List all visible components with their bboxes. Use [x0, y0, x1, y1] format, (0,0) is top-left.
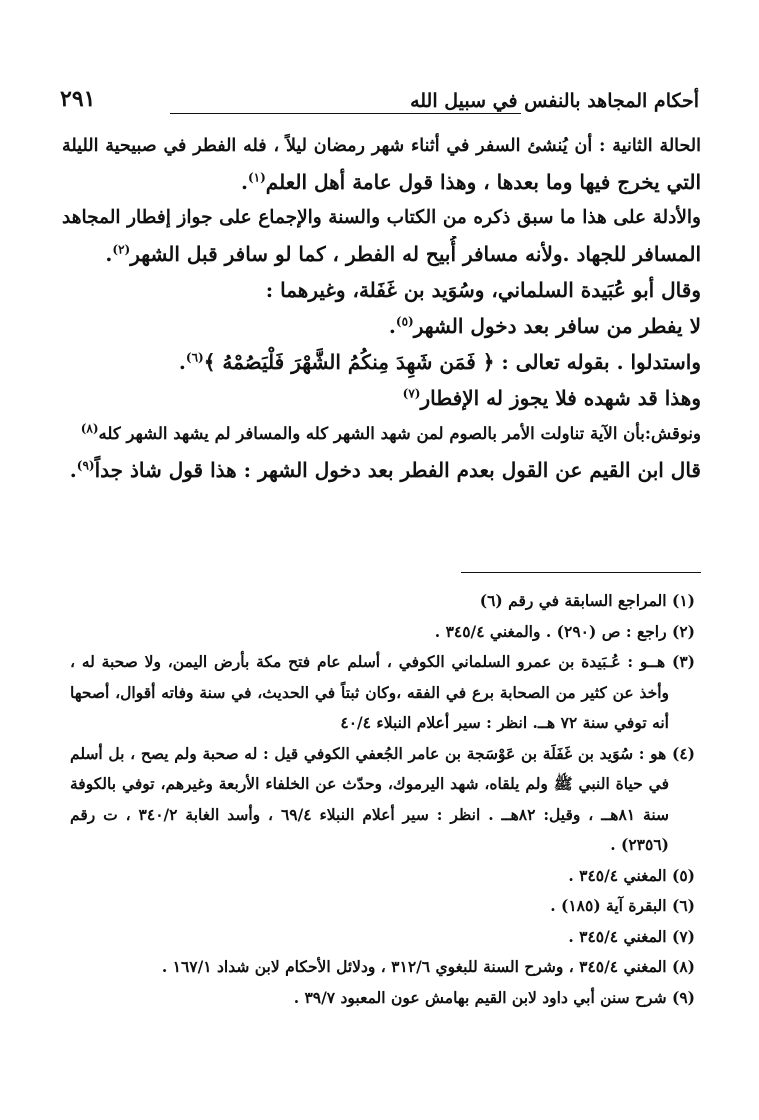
footnote-ref: (٥): [395, 314, 414, 329]
footnote-ref: (١): [247, 170, 266, 185]
body-line: التي يخرج فيها وما بعدها ، وهذا قول عامة أهل العلم$^{(١)}$.: [240, 170, 701, 194]
body-line: والأدلة على هذا ما سبق ذكره من الكتاب والسنة والإجماع على جواز إفطار المجاهد: [62, 207, 701, 228]
footnote-line: (٩) شرح سنن أبي داود لابن القيم بهامش عون المعبود ٣٩/٧ .: [293, 987, 695, 1007]
footnote-line: (٨) المغني ٣٤٥/٤ ، وشرح السنة للبغوي ٣١٢/٦ ، ودلائل الأحكام لابن شداد ١٦٧/١ .: [161, 957, 695, 976]
footnote-ref: (٨): [80, 421, 99, 436]
main-text: [62, 128, 701, 488]
footnote-ref: (٧): [402, 386, 421, 401]
footnote-line: (١) المراجع السابقة في رقم (٦): [479, 591, 695, 610]
footnote-ref: (٦): [185, 350, 204, 365]
page-number: ٢٩١: [60, 86, 96, 112]
footnote-line: (٥) المغني ٣٤٥/٤ .: [568, 865, 695, 885]
body-line: وهذا قد شهده فلا يجوز له الإفطار$^{(٧)}$: [402, 386, 701, 410]
body-line: قال ابن القيم عن القول بعدم الفطر بعد دخول الشهر : هذا قول شاذ جداً$^{(٩)}$.: [69, 458, 701, 482]
footnote-line: (٤) هو : سُوَيد بن غَفَلَة بن عَوْسَجة بن عامر الجُعفي الكوفي قيل : له صحبة ولم يصح ، بل أسلم: [70, 743, 695, 763]
body-line: المسافر للجهاد .ولأنه مسافر أُبيح له الفطر ، كما لو سافر قبل الشهر$^{(٢)}$.: [105, 242, 701, 266]
page-header: [60, 86, 699, 122]
footnote-separator: [461, 572, 701, 573]
footnotes: [70, 586, 695, 1013]
footnote-line: (٣) هــو : عُـبَيدة بن عمرو السلماني الكوفي ، أسلم عام فتح مكة بأرض اليمن، ولا صحبة له ،: [70, 652, 695, 671]
footnote-line: أنه توفي سنة ٧٢ هــ. انظر : سير أعلام النبلاء ٤٠/٤: [340, 713, 669, 732]
footnote-line: سنة ٨١هــ ، وقيل: ٨٢هــ . انظر : سير أعلام النبلاء ٦٩/٤ ، وأسد الغابة ٣٤٠/٢ ، ت رقم: [70, 804, 669, 824]
body-line: وقال أبو عُبَيدة السلماني، وسُوَيد بن غَفَلة، وغيرهما :: [265, 278, 701, 302]
body-line: لا يفطر من سافر بعد دخول الشهر$^{(٥)}$.: [388, 314, 701, 338]
body-line: واستدلوا . بقوله تعالى : ﴿ فَمَن شَهِدَ مِنكُمُ الشَّهْرَ فَلْيَصُمْهُ ﴾$^{(٦)}$.: [178, 350, 701, 374]
footnote-line: (٢٣٥٦) .: [610, 835, 669, 854]
footnote-line: (٢) راجع : ص (٢٩٠) . والمغني ٣٤٥/٤ .: [434, 621, 695, 641]
footnote-line: وأخذ عن كثير من الصحابة برع في الفقه ،وكان ثبتاً في الحديث، في سنة وفاته أقوال، أصحها: [70, 682, 669, 702]
footnote-ref: (٢): [112, 242, 131, 257]
footnote-line: (٧) المغني ٣٤٥/٤ .: [568, 926, 695, 946]
footnote-line: (٦) البقرة آية (١٨٥) .: [550, 896, 695, 915]
header-rule: [170, 113, 521, 114]
footnote-line: في حياة النبي ﷺ ولم يلقاه، شهد اليرموك، وحدّث عن الخلفاء الأربعة وغيرهم، توفي بالكوفة: [70, 774, 669, 793]
footnote-ref: (٩): [76, 458, 95, 473]
body-line: ونوقش:بأن الآية تناولت الأمر بالصوم لمن شهد الشهر كله والمسافر لم يشهد الشهر كله$^{(٨)}$: [80, 421, 701, 443]
body-line: الحالة الثانية : أن يُنشئ السفر في أثناء شهر رمضان ليلاً ، فله الفطر في صبيحية الليلة: [62, 136, 701, 156]
running-title: أحكام المجاهد بالنفس في سبيل الله: [410, 90, 699, 112]
